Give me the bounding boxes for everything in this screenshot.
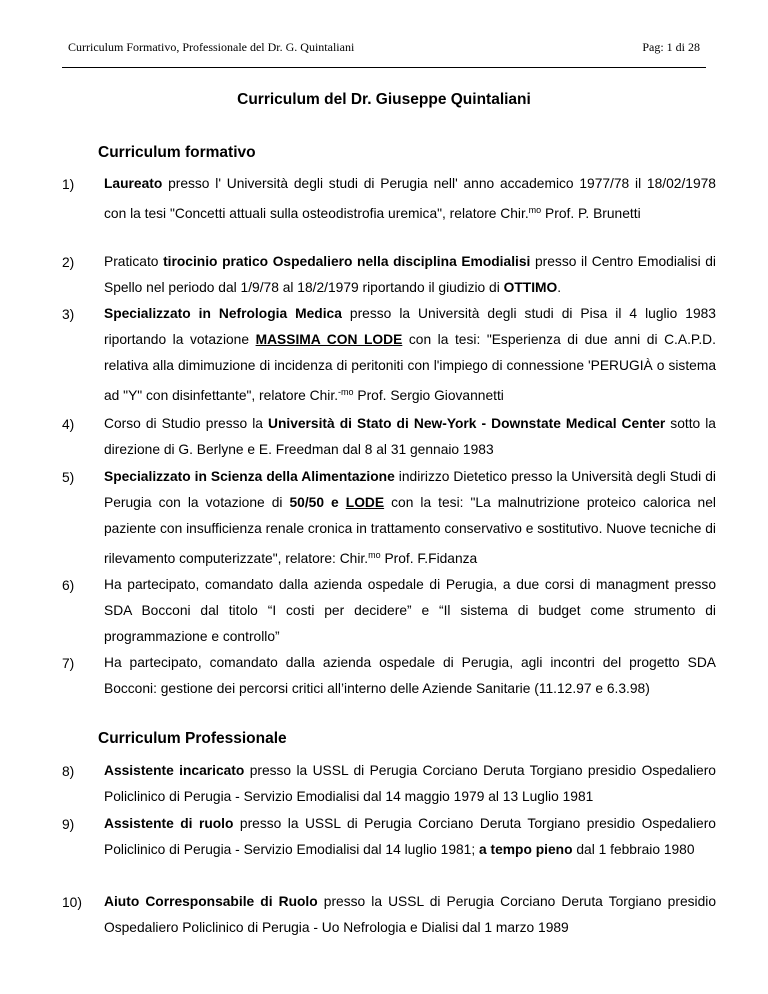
list-item-9: [62, 817, 716, 863]
item-number: 7): [62, 656, 75, 671]
item-text: Assistente di ruolo presso la USSL di Perugia Corciano Deruta Torgiano presidio Ospedaliero Policlinico di Perugia - Servizio Emodialisi dal 14 luglio 1981; a tempo pieno dal 1 febbraio 1980: [104, 816, 716, 857]
item-text: Corso di Studio presso la Università di Stato di New-York - Downstate Medical Center sotto la direzione di G. Berlyne e E. Freedman dal 8 al 31 gennaio 1983: [104, 416, 716, 457]
item-number: 8): [62, 764, 75, 779]
header-document-title: Curriculum Formativo, Professionale del Dr. G. Quintaliani: [68, 40, 355, 54]
item-text: Ha partecipato, comandato dalla azienda ospedale di Perugia, agli incontri del progetto SDA Bocconi: gestione dei percorsi critici all’interno delle Aziende Sanitarie (11.12.97 e 6.3.98): [104, 655, 716, 696]
list-item-5: [62, 470, 716, 572]
list-item-6: [62, 578, 716, 650]
item-number: 1): [62, 177, 75, 192]
item-text: Assistente incaricato presso la USSL di Perugia Corciano Deruta Torgiano presidio Ospedaliero Policlinico di Perugia - Servizio Emodialisi dal 14 maggio 1979 al 13 Luglio 1981: [104, 763, 716, 804]
list-item-2: [62, 255, 716, 301]
list-item-1: [62, 177, 716, 227]
item-text: Specializzato in Nefrologia Medica presso la Università degli studi di Pisa il 4 luglio 1983 riportando la votazione MASSIMA CON LODE con la tesi: "Esperienza di due anni di C.A.P.D. relativa alla dimimuzione di incidenza di peritoniti con l'impiego di connessione 'PERUGIÀ o sistema ad "Y" con disinfettante", relatore Chir.$^{-mo}$ Prof. Sergio Giovannetti: [104, 306, 716, 403]
section-heading-formativo: Curriculum formativo: [98, 144, 256, 161]
item-number: 10): [62, 895, 82, 910]
item-number: 3): [62, 307, 75, 322]
section-heading-professionale: Curriculum Professionale: [98, 730, 287, 747]
list-item-10: [62, 895, 716, 941]
list-item-7: [62, 656, 716, 702]
item-text: Praticato tirocinio pratico Ospedaliero nella disciplina Emodialisi presso il Centro Emodialisi di Spello nel periodo dal 1/9/78 al 18/2/1979 riportando il giudizio di OTTIMO.: [104, 254, 716, 295]
item-number: 5): [62, 470, 75, 485]
item-number: 6): [62, 578, 75, 593]
page-title: Curriculum del Dr. Giuseppe Quintaliani: [237, 91, 531, 108]
item-number: 9): [62, 817, 75, 832]
item-text: Aiuto Corresponsabile di Ruolo presso la USSL di Perugia Corciano Deruta Torgiano presidio Ospedaliero Policlinico di Perugia - Uo Nefrologia e Dialisi dal 1 marzo 1989: [104, 894, 716, 935]
item-number: 2): [62, 255, 75, 270]
list-item-8: [62, 764, 716, 810]
item-text: Specializzato in Scienza della Alimentazione indirizzo Dietetico presso la Università degli Studi di Perugia con la votazione di 50/50 e LODE con la tesi: "La malnutrizione proteico calorica nel paziente con insufficienza renale cronica in trattamento conservativo e sostitutivo. Nuove tecniche di rilevamento computerizzate", relatore: Chir.$^{mo}$ Prof. F.Fidanza: [104, 469, 716, 566]
item-number: 4): [62, 417, 75, 432]
page-header: [68, 40, 700, 60]
list-item-3: [62, 307, 716, 409]
item-text: Ha partecipato, comandato dalla azienda ospedale di Perugia, a due corsi di managment presso SDA Bocconi dal titolo “I costi per decidere” e “Il sistema di budget come strumento di programmazione e controllo”: [104, 577, 716, 644]
item-text: Laureato presso l' Università degli studi di Perugia nell' anno accademico 1977/78 il 18/02/1978 con la tesi "Concetti attuali sulla osteodistrofia uremica", relatore Chir.$^{mo}$ Prof. P. Brunetti: [104, 176, 716, 221]
header-divider: [62, 67, 706, 68]
list-item-4: [62, 417, 716, 463]
header-page-number: Pag: 1 di 28: [642, 40, 700, 54]
